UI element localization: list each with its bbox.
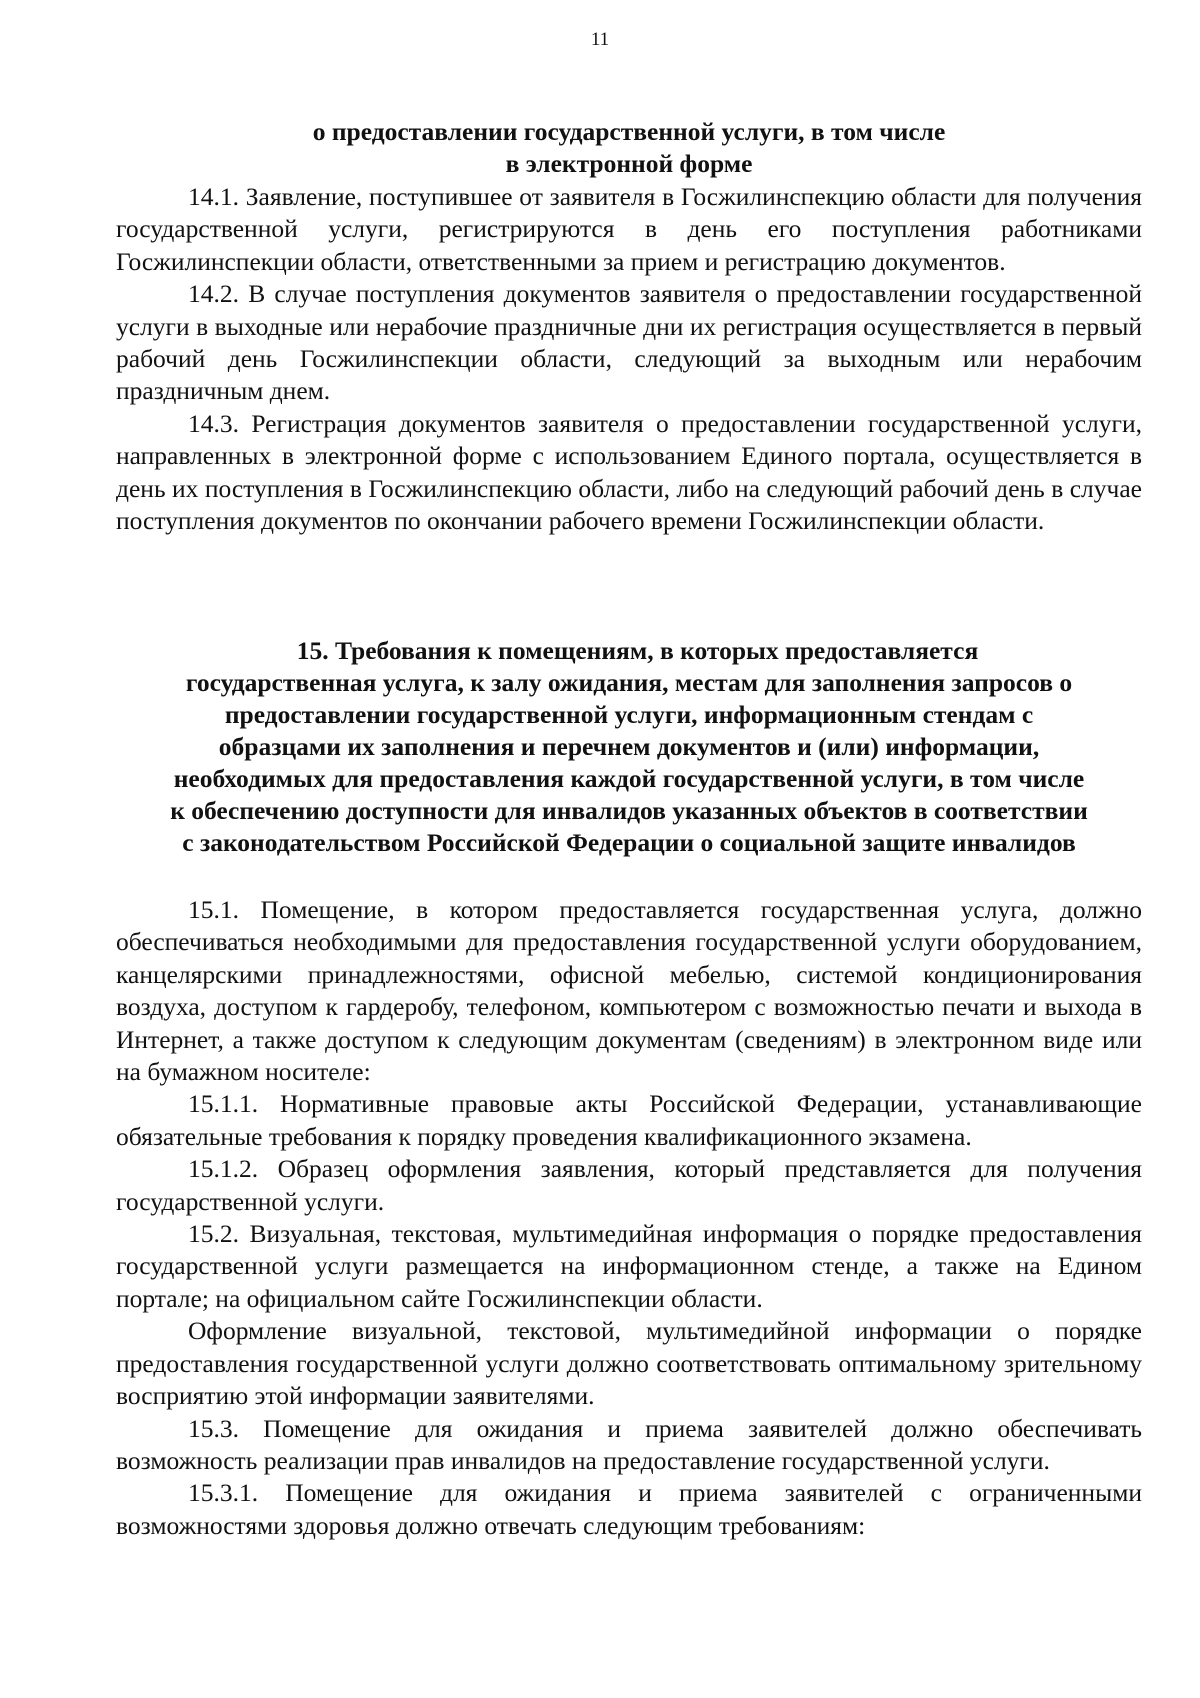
paragraph-15-3: 15.3. Помещение для ожидания и приема заявителей должно обеспечивать возможность реализации прав инвалидов на предоставление государственной услуги. (116, 1413, 1142, 1475)
heading-line: с законодательством Российской Федерации о социальной защите инвалидов (182, 828, 1076, 857)
paragraph-15-2-design: Оформление визуальной, текстовой, мультимедийной информации о порядке предоставления государственной услуги должно соответствовать оптимальному зрительному восприятию этой информации заявителями. (116, 1316, 1142, 1411)
heading-line: в электронной форме (505, 149, 753, 178)
section-14-heading-continuation (116, 116, 1142, 180)
page-number: 11 (590, 29, 610, 50)
paragraph-15-1: 15.1. Помещение, в котором предоставляется государственная услуга, должно обеспечиваться необходимыми для предоставления государственной услуги оборудованием, канцелярскими принадлежностями, офисной мебелью, системой кондиционирования воздуха, доступом к гардеробу, телефоном, компьютером с возможностью печати и выхода в Интернет, а также доступом к следующим документам (сведениям) в электронном виде или на бумажном носителе: (116, 895, 1142, 1087)
heading-line: необходимых для предоставления каждой государственной услуги, в том числе (173, 764, 1085, 793)
heading-line: о предоставлении государственной услуги, в том числе (312, 117, 946, 146)
heading-line: к обеспечению доступности для инвалидов указанных объектов в соответствии (170, 796, 1088, 825)
section-15-heading (116, 635, 1142, 859)
paragraph-15-1-2: 15.1.2. Образец оформления заявления, который представляется для получения государственной услуги. (116, 1154, 1142, 1216)
paragraph-14-2: 14.2. В случае поступления документов заявителя о предоставлении государственной услуги в выходные или нерабочие праздничные дни их регистрация осуществляется в первый рабочий день Госжилинспекции области, следующий за выходным или нерабочим праздничным днем. (116, 279, 1142, 406)
paragraph-14-1: 14.1. Заявление, поступившее от заявителя в Госжилинспекцию области для получения государственной услуги, регистрируются в день его поступления работниками Госжилинспекции области, ответственными за прием и регистрацию документов. (116, 182, 1142, 276)
paragraph-15-1-1: 15.1.1. Нормативные правовые акты Российской Федерации, устанавливающие обязательные требования к порядку проведения квалификационного экзамена. (116, 1089, 1142, 1151)
paragraph-15-2: 15.2. Визуальная, текстовая, мультимедийная информация о порядке предоставления государственной услуги размещается на информационном стенде, а также на Едином портале; на официальном сайте Госжилинспекции области. (116, 1219, 1142, 1313)
heading-line: государственная услуга, к залу ожидания, местам для заполнения запросов о (185, 668, 1073, 697)
heading-line: 15. Требования к помещениям, в которых предоставляется (296, 636, 979, 665)
paragraph-15-3-1: 15.3.1. Помещение для ожидания и приема заявителей с ограниченными возможностями здоровья должно отвечать следующим требованиям: (116, 1478, 1142, 1540)
paragraph-14-3: 14.3. Регистрация документов заявителя о предоставлении государственной услуги, направленных в электронной форме с использованием Единого портала, осуществляется в день их поступления в Госжилинспекцию области, либо на следующий рабочий день в случае поступления документов по окончании рабочего времени Госжилинспекции области. (116, 408, 1142, 536)
heading-line: образцами их заполнения и перечнем документов и (или) информации, (218, 732, 1040, 761)
heading-line: предоставлении государственной услуги, информационным стендам с (224, 700, 1034, 729)
section-15-body (116, 894, 1142, 1542)
section-14-body (116, 181, 1142, 537)
